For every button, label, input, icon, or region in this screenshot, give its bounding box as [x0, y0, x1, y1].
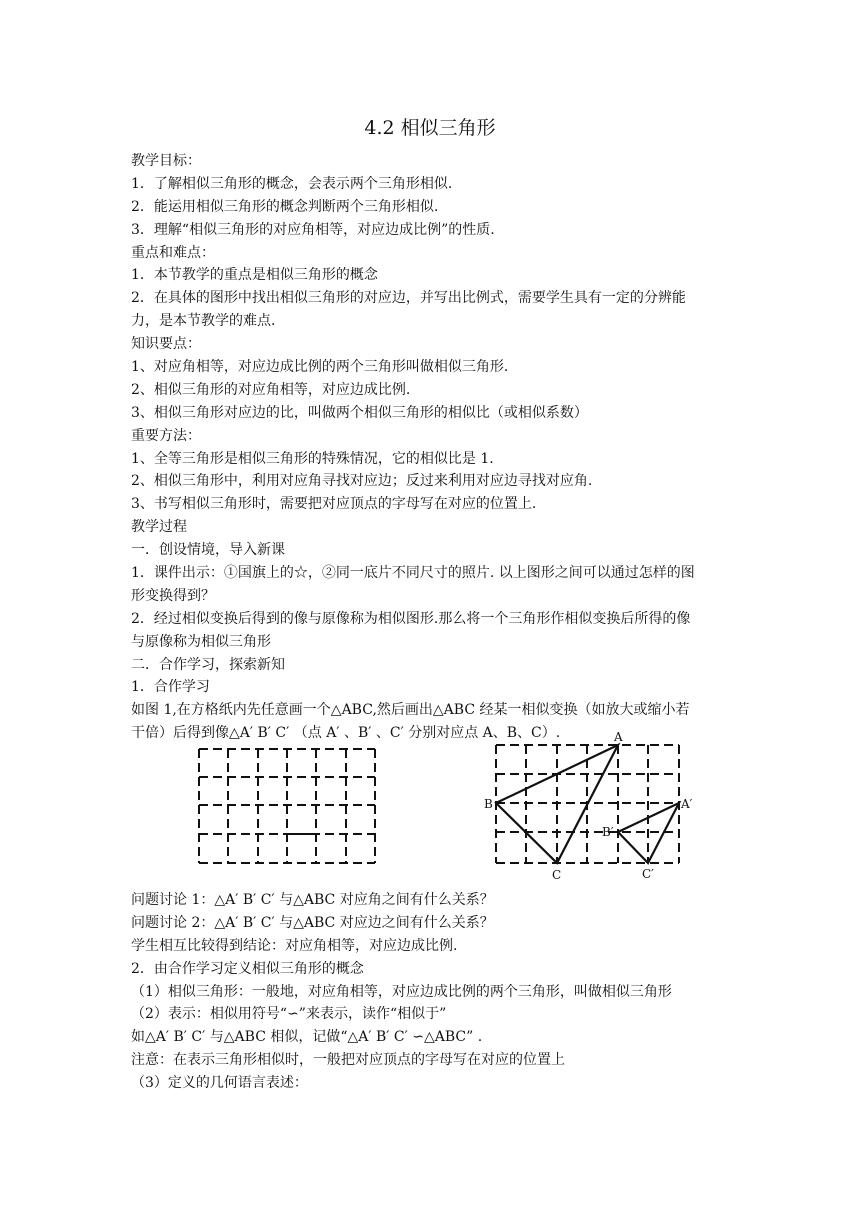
label-a: A: [614, 730, 623, 744]
text-line: 问题讨论 2：△A′ B′ C′ 与△ABC 对应边之间有什么关系？: [131, 914, 494, 931]
triangle-a-prime-b-prime-c-prime: [618, 803, 679, 863]
triangle-abc: [496, 745, 618, 863]
text-line: 1．合作学习: [131, 679, 210, 696]
text-line: 2．能运用相似三角形的概念判断两个三角形相似.: [131, 198, 439, 215]
label-c: C: [552, 868, 562, 882]
text-line: 1、对应角相等，对应边成比例的两个三角形叫做相似三角形.: [131, 359, 509, 376]
text-line: 3．理解“相似三角形的对应角相等，对应边成比例”的性质.: [131, 221, 495, 238]
text-line: 一．创设情境，导入新课: [131, 542, 285, 559]
text-line: 2．在具体的图形中找出相似三角形的对应边，并写出比例式，需要学生具有一定的分辨能: [131, 290, 686, 307]
text-line: 1、全等三角形是相似三角形的特殊情况，它的相似比是 1.: [131, 450, 494, 467]
text-line: 1．了解相似三角形的概念，会表示两个三角形相似.: [131, 175, 453, 192]
text-line: 形变换得到？: [131, 587, 215, 604]
label-c-prime: C′: [642, 867, 654, 881]
text-line: （2）表示：相似用符号“∽”来表示，读作“相似于”: [131, 1006, 447, 1023]
text-line: （1）相似三角形：一般地，对应角相等，对应边成比例的两个三角形，叫做相似三角形: [131, 983, 672, 1000]
text-line: 问题讨论 1：△A′ B′ C′ 与△ABC 对应角之间有什么关系？: [131, 892, 494, 908]
text-line: 2．由合作学习定义相似三角形的概念: [131, 960, 364, 977]
text-line: 重点和难点：: [131, 244, 215, 261]
text-line: 3、相似三角形对应边的比，叫做两个相似三角形的相似比（或相似系数）: [131, 404, 588, 421]
page-title: 4.2 相似三角形: [364, 117, 496, 139]
text-line: 干倍）后得到像△A′ B′ C′ （点 A′ 、B′ 、C′ 分别对应点 A、B、C）.: [131, 725, 561, 742]
left-grid: [199, 749, 375, 863]
text-line: 学生相互比较得到结论：对应角相等，对应边成比例.: [131, 937, 458, 954]
text-line: 2．经过相似变换后得到的像与原像称为相似图形.那么将一个三角形作相似变换后所得的像: [131, 610, 691, 627]
text-line: 3、书写相似三角形时，需要把对应顶点的字母写在对应的位置上.: [131, 496, 537, 513]
text-line: 知识要点：: [131, 336, 201, 353]
body-text-lower: [131, 889, 737, 1095]
text-line: 教学过程: [131, 519, 187, 536]
text-line: 1．本节教学的重点是相似三角形的概念: [131, 267, 378, 284]
right-grid: [496, 745, 679, 863]
text-line: 2、相似三角形的对应角相等，对应边成比例.: [131, 381, 411, 398]
text-line: 与原像称为相似三角形: [131, 633, 271, 650]
text-line: （3）定义的几何语言表述：: [131, 1075, 308, 1092]
text-line: 如图 1,在方格纸内先任意画一个△ABC,然后画出△ABC 经某一相似变换（如放大或缩小若: [131, 702, 690, 719]
text-line: 注意：在表示三角形相似时，一般把对应顶点的字母写在对应的位置上: [131, 1052, 565, 1069]
text-line: 二．合作学习，探索新知: [131, 656, 285, 673]
text-line: 1．课件出示：①国旗上的☆，②同一底片不同尺寸的照片. 以上图形之间可以通过怎样的图: [131, 565, 695, 582]
text-line: 如△A′ B′ C′ 与△ABC 相似，记做“△A′ B′ C′ ∽△ABC” .: [131, 1029, 483, 1046]
text-line: 重要方法：: [131, 427, 201, 444]
text-line: 教学目标：: [131, 153, 201, 169]
label-a-prime: A′: [681, 797, 693, 811]
text-line: 力，是本节教学的难点.: [131, 313, 276, 330]
text-line: 2、相似三角形中，利用对应角寻找对应边；反过来利用对应边寻找对应角.: [131, 473, 593, 490]
label-b: B: [484, 797, 493, 811]
label-b-prime: B′: [602, 825, 614, 839]
body-text-upper: [131, 150, 737, 745]
